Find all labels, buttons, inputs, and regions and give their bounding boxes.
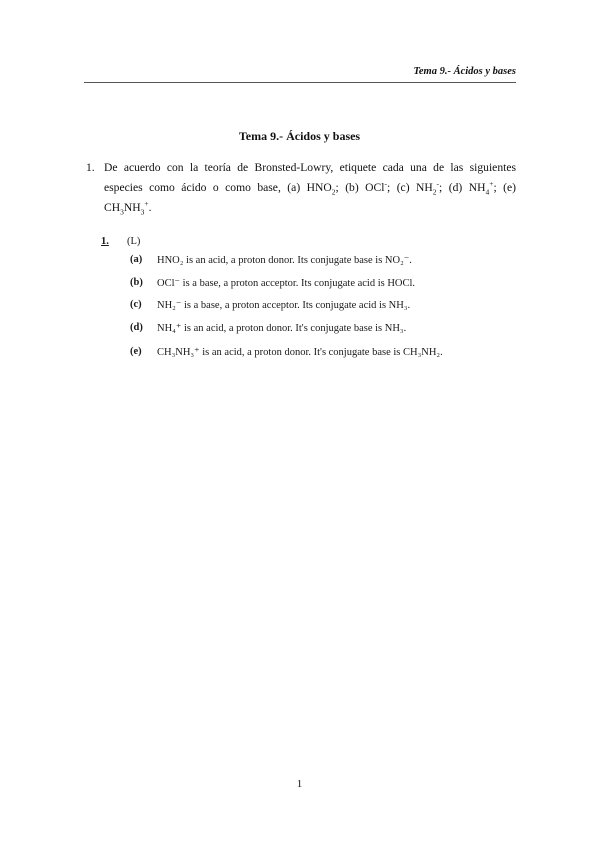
question-text-part: ; (c) NH: [387, 181, 433, 194]
answer-item-text: HNO₂ is an acid, a proton donor. Its conjugate base is NO₂⁻.: [157, 255, 412, 266]
subscript: 3: [140, 207, 145, 217]
superscript: -: [384, 179, 388, 189]
question-text-part: De acuerdo con la teoría de Bronsted-Lowry, etiquete cada una de las siguientes especies como ácido o como base, (a) HNO: [104, 161, 516, 194]
answer-number: 1.: [101, 236, 109, 247]
question-text-part: ; (d) NH: [439, 181, 486, 194]
answer-item-text: CH₃NH₃⁺ is an acid, a proton donor. It's conjugate base is CH₃NH₂.: [157, 347, 443, 358]
answer-item-text: NH₄⁺ is an acid, a proton donor. It's conjugate base is NH₃.: [157, 323, 407, 334]
superscript: +: [489, 179, 494, 189]
subscript: 2: [331, 187, 336, 197]
answer-item-label: (b): [130, 277, 143, 288]
subscript: 4: [485, 187, 490, 197]
subscript: 2: [432, 187, 437, 197]
question-text-part: NH: [123, 201, 141, 214]
superscript: -: [436, 179, 440, 189]
answer-item-label: (e): [130, 346, 142, 357]
answer-item-text: OCl⁻ is a base, a proton acceptor. Its conjugate acid is HOCl.: [157, 278, 416, 289]
question-number: 1.: [86, 161, 95, 174]
question-text-part: .: [148, 201, 152, 214]
subscript: 3: [120, 207, 124, 217]
superscript: +: [144, 199, 149, 209]
answer-source: (L): [127, 236, 141, 247]
answer-item-label: (a): [130, 254, 143, 265]
answer-item-label: (d): [130, 322, 143, 333]
answer-item-label: (c): [130, 299, 142, 310]
page-number: 1: [296, 778, 303, 790]
question-text-part: ; (b) OCl: [335, 181, 385, 194]
question-text-part: ; (e) CH: [104, 181, 516, 214]
running-header: Tema 9.- Ácidos y bases: [413, 66, 516, 77]
page-title: Tema 9.- Ácidos y bases: [238, 129, 361, 143]
answer-item-text: NH₂⁻ is a base, a proton acceptor. Its conjugate acid is NH₃.: [157, 300, 411, 311]
